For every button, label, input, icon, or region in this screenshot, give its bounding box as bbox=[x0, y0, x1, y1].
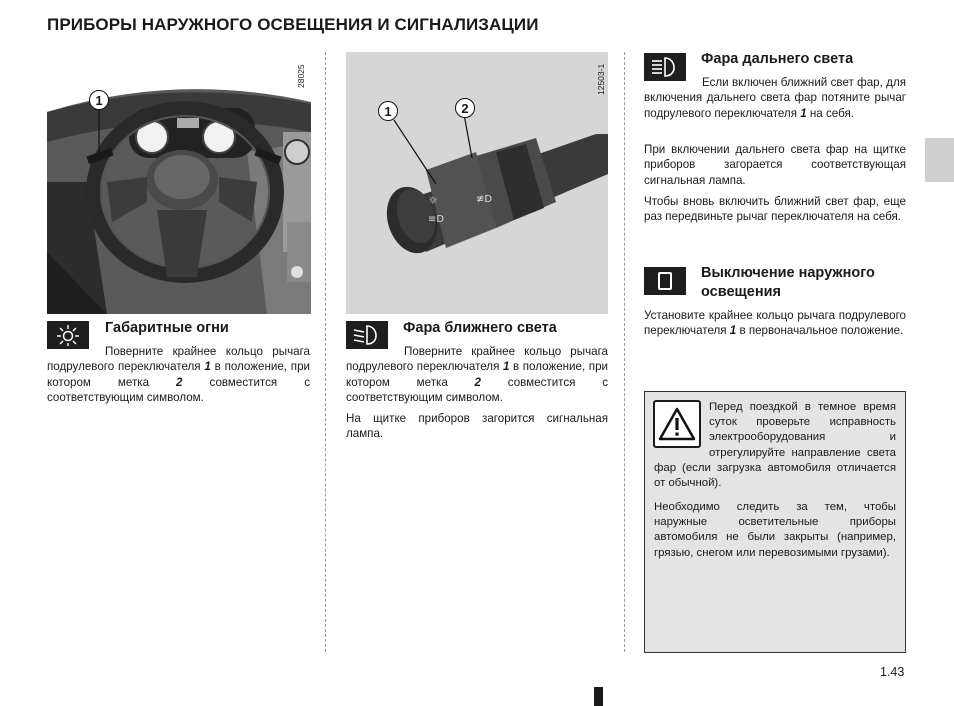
off-icon bbox=[644, 267, 686, 295]
callout-2: 2 bbox=[455, 98, 475, 118]
page-title: ПРИБОРЫ НАРУЖНОГО ОСВЕЩЕНИЯ И СИГНАЛИЗАЦИИ bbox=[47, 15, 539, 34]
high-beam-heading: Фара дальнего света bbox=[701, 51, 854, 67]
chapter-tab bbox=[925, 138, 954, 182]
high-beam-text-3: Чтобы вновь включить ближний свет фар, еще раз передвиньте рычаг переключателя на себя. bbox=[644, 195, 906, 224]
low-beam-text-1: Поверните крайнее кольцо рычага подрулевого переключателя 1 в положение, при котором метка 2 совместится с соответствующим символом. bbox=[346, 345, 608, 404]
light-stalk-illustration bbox=[346, 52, 608, 314]
column-divider-1 bbox=[325, 52, 326, 652]
side-lights-heading: Габаритные огни bbox=[105, 320, 229, 336]
column-divider-2 bbox=[624, 52, 625, 652]
warning-text-2: Необходимо следить за тем, чтобы наружные осветительные приборы автомобиля не были закрыты (например, грязью, снегом или перевозимыми грузами). bbox=[654, 501, 896, 559]
high-beam-text-2: При включении дальнего света фар на щитке приборов загорается соответствующая сигнальная лампа. bbox=[644, 143, 906, 187]
callout-1: 1 bbox=[378, 101, 398, 121]
lights-off-text: Установите крайнее кольцо рычага подрулевого переключателя 1 в первоначальное положение. bbox=[644, 309, 906, 338]
dashboard-illustration bbox=[47, 52, 311, 314]
warning-text-1: Перед поездкой в темное время суток проверьте исправность электрооборудования и отрегулируйте направление света фар (если загрузка автомобиля отличается от обычной). bbox=[654, 401, 896, 490]
high-beam-text-1: Если включен ближний свет фар, для включения дальнего света фар потяните рычаг подрулевого переключателя 1 на себя. bbox=[644, 76, 906, 120]
low-beam-heading: Фара ближнего света bbox=[403, 320, 557, 336]
figure-dashboard bbox=[47, 52, 311, 314]
figure-code: 12503-1 bbox=[596, 63, 606, 95]
figure-light-stalk bbox=[346, 52, 608, 314]
svg-text:☼: ☼ bbox=[428, 194, 438, 207]
low-beam-text-2: На щитке приборов загорится сигнальная лампа. bbox=[346, 412, 608, 441]
side-lights-text: Поверните крайнее кольцо рычага подрулевого переключателя 1 в положение, при котором метка 2 совместится с соответствующим символом. bbox=[47, 345, 310, 404]
svg-text:≡D: ≡D bbox=[428, 214, 445, 225]
warning-box bbox=[644, 391, 906, 653]
lights-off-heading: Выключение наружного освещения bbox=[701, 265, 875, 300]
svg-text:≢D: ≢D bbox=[476, 194, 493, 205]
page-marker bbox=[594, 687, 603, 706]
figure-code: 28025 bbox=[296, 64, 306, 88]
page-number: 1.43 bbox=[880, 665, 905, 679]
callout-1: 1 bbox=[89, 90, 109, 110]
